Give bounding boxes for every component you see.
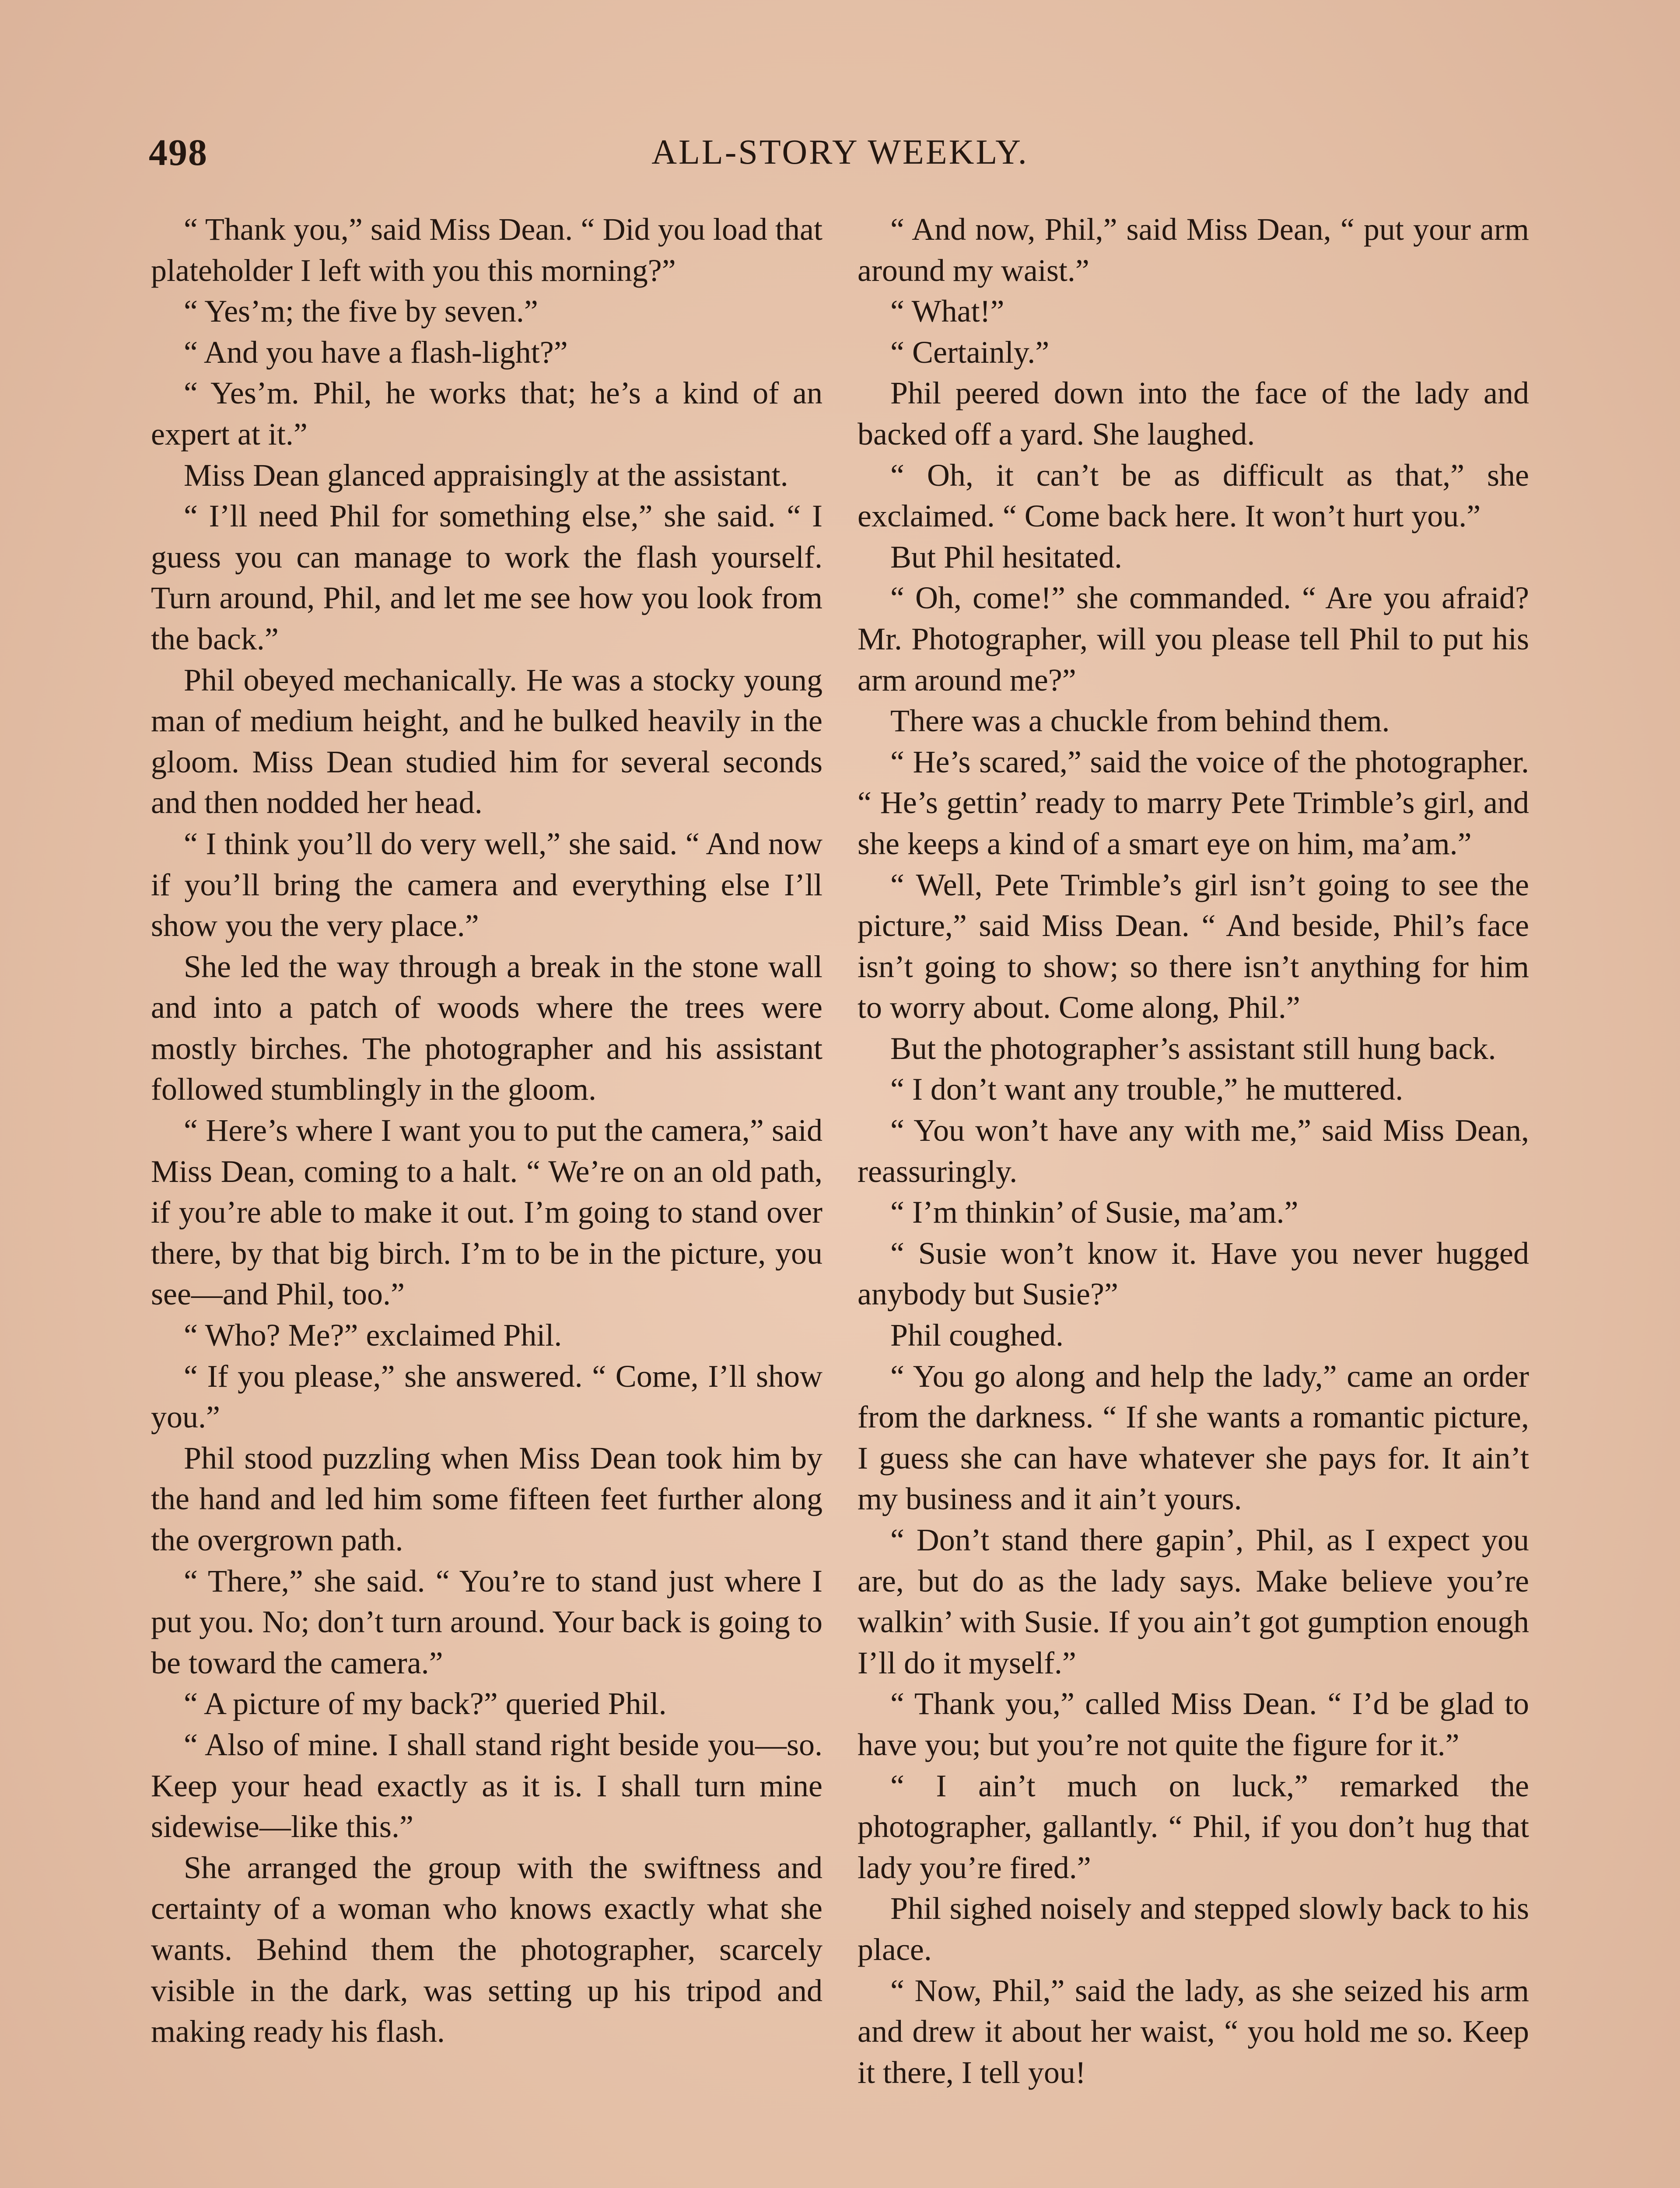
paragraph: But the photographer’s assistant still hung back. [890,1031,1496,1066]
paragraph: “ Yes’m; the five by seven.” [184,294,538,329]
paragraph: “ I’m thinkin’ of Susie, ma’am.” [890,1195,1298,1230]
paragraph: Phil coughed. [890,1318,1064,1353]
paragraph: Miss Dean glanced appraisingly at the assistant. [184,457,788,493]
paragraph: Phil sighed noisely and stepped slowly back to his place. [858,1891,1529,1967]
paragraph: “ What!” [890,294,1004,329]
paragraph: “ There,” she said. “ You’re to stand just where I put you. No; don’t turn around. Your back is going to be toward the camera.” [151,1563,822,1680]
paragraph: “ I think you’ll do very well,” she said. “ And now if you’ll bring the camera and everything else I’ll show you the very place.” [151,826,822,943]
page-number: 498 [149,131,208,173]
paragraph: “ If you please,” she answered. “ Come, I’ll show you.” [151,1358,822,1435]
left-column [151,209,822,2188]
paragraph: “ I don’t want any trouble,” he muttered. [890,1072,1404,1107]
paragraph: “ Oh, it can’t be as difficult as that,” she exclaimed. “ Come back here. It won’t hurt you.” [858,457,1529,534]
paragraph: “ Also of mine. I shall stand right beside you—so. Keep your head exactly as it is. I shall turn mine sidewise—like this.” [151,1727,822,1844]
paragraph: Phil obeyed mechanically. He was a stocky young man of medium height, and he bulked heavily in the gloom. Miss Dean studied him for several seconds and then nodded her head. [151,662,822,820]
page-header [149,126,1531,179]
paragraph: She arranged the group with the swiftness and certainty of a woman who knows exactly what she wants. Behind them the photographer, scarcely visible in the dark, was setting up his tripod and making ready his flash. [151,1850,822,2049]
paragraph: “ I’ll need Phil for something else,” she said. “ I guess you can manage to work the flash yourself. Turn around, Phil, and let me see how you look from the back.” [151,498,822,656]
running-head: ALL-STORY WEEKLY. [651,133,1029,172]
paragraph: “ You won’t have any with me,” said Miss Dean, reassuringly. [858,1113,1529,1189]
paragraph: There was a chuckle from behind them. [890,703,1390,739]
paragraph: “ Don’t stand there gapin’, Phil, as I expect you are, but do as the lady says. Make believe you’re walkin’ with Susie. If you ain’t got gumption enough I’ll do it myself.” [858,1522,1529,1680]
paragraph: “ And you have a flash-light?” [184,334,568,370]
paragraph: “ A picture of my back?” queried Phil. [184,1686,667,1722]
paragraph: “ Here’s where I want you to put the camera,” said Miss Dean, coming to a halt. “ We’re on an old path, if you’re able to make it out. I’m going to stand over there, by that big birch. I’m to be in the picture, you see—and Phil, too.” [151,1113,822,1312]
paragraph: “ And now, Phil,” said Miss Dean, “ put your arm around my waist.” [858,212,1529,288]
paragraph: “ You go along and help the lady,” came an order from the darkness. “ If she wants a romantic picture, I guess she can have whatever she pays for. It ain’t my business and it ain’t yours. [858,1358,1529,1517]
paragraph: “ Thank you,” said Miss Dean. “ Did you load that plateholder I left with you this morning?” [151,212,822,288]
paragraph: Phil peered down into the face of the lady and backed off a yard. She laughed. [858,375,1529,452]
paragraph: “ Susie won’t know it. Have you never hugged anybody but Susie?” [858,1235,1529,1312]
right-column [858,209,1529,2188]
paragraph: “ Well, Pete Trimble’s girl isn’t going to see the picture,” said Miss Dean. “ And beside, Phil’s face isn’t going to show; so there isn’t anything for him to worry about. Come along, Phil.” [858,867,1529,1025]
paragraph: “ Now, Phil,” said the lady, as she seized his arm and drew it about her waist, “ you hold me so. Keep it there, I tell you! [858,1973,1529,2090]
paragraph: “ He’s scared,” said the voice of the photographer. “ He’s gettin’ ready to marry Pete Trimble’s girl, and she keeps a kind of a smart eye on him, ma’am.” [858,744,1529,861]
paragraph: “ Oh, come!” she commanded. “ Are you afraid? Mr. Photographer, will you please tell Phil to put his arm around me?” [858,580,1529,698]
paragraph: “ Who? Me?” exclaimed Phil. [184,1318,562,1353]
paragraph: “ Thank you,” called Miss Dean. “ I’d be glad to have you; but you’re not quite the figure for it.” [858,1686,1529,1762]
paragraph: But Phil hesitated. [890,539,1122,575]
paragraph: “ Certainly.” [890,334,1050,370]
paragraph: She led the way through a break in the stone wall and into a patch of woods where the trees were mostly birches. The photographer and his assistant followed stumblingly in the gloom. [151,949,822,1107]
paragraph: “ I ain’t much on luck,” remarked the photographer, gallantly. “ Phil, if you don’t hug that lady you’re fired.” [858,1768,1529,1885]
paragraph: Phil stood puzzling when Miss Dean took him by the hand and led him some fifteen feet further along the overgrown path. [151,1440,822,1557]
paragraph: “ Yes’m. Phil, he works that; he’s a kind of an expert at it.” [151,375,822,452]
